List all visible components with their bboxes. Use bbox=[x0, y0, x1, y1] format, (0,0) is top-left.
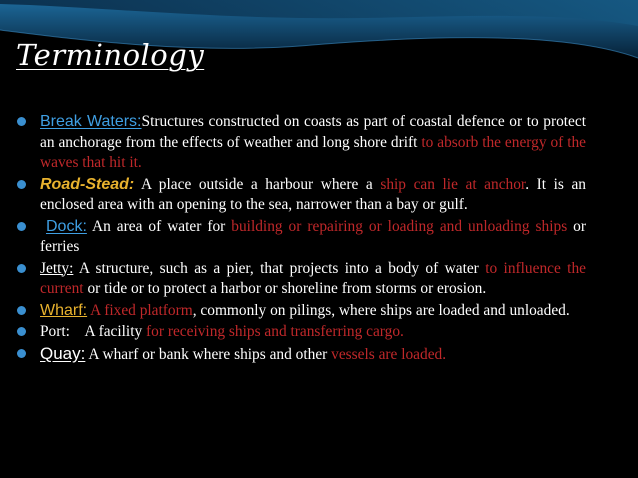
term-quay: Quay: bbox=[40, 343, 86, 363]
definition-text: Structures constructed on coasts as part of coastal defence or to protect an anchorage from the effects of weather and long shore drift bbox=[40, 113, 586, 151]
highlight-text: for receiving ships and transferring cargo. bbox=[146, 323, 404, 340]
list-item-quay bbox=[16, 344, 586, 366]
highlight-text: building or repairing or loading and unloading ships bbox=[231, 217, 568, 235]
list-item-wharf bbox=[16, 301, 586, 322]
bullet-icon bbox=[17, 180, 26, 189]
list-item-jetty bbox=[16, 259, 586, 300]
definition-text: A structure, such as a pier, that projects into a body of water bbox=[73, 259, 486, 277]
definition-text: A facility bbox=[69, 323, 147, 340]
term-port: Port: bbox=[40, 323, 70, 340]
highlight-text: ship can lie at anchor bbox=[380, 175, 526, 193]
list-item-dock bbox=[16, 217, 586, 258]
definition-text: A wharf or bank where ships and other bbox=[85, 345, 332, 363]
term-road-stead: Road-Stead: bbox=[40, 175, 135, 193]
highlight-text: to influence the current bbox=[40, 259, 586, 297]
term-jetty: Jetty: bbox=[40, 259, 74, 277]
page-title: Terminology bbox=[16, 38, 205, 72]
highlight-text: A fixed platform bbox=[90, 301, 193, 319]
bullet-icon bbox=[17, 117, 26, 126]
list-item-road-stead bbox=[16, 175, 586, 216]
definition-text: An area of water for bbox=[86, 217, 232, 235]
term-break-waters: Break Waters: bbox=[40, 113, 142, 130]
list-item-break-waters bbox=[16, 112, 586, 174]
definition-text: or tide or to protect a harbor or shoreline from storms or erosion. bbox=[83, 280, 487, 297]
highlight-text: to absorb the energy of the waves that hit it. bbox=[40, 133, 586, 171]
bullet-icon bbox=[17, 264, 26, 273]
bullet-icon bbox=[17, 349, 26, 358]
terminology-list bbox=[16, 112, 586, 366]
highlight-text: vessels are loaded. bbox=[331, 345, 447, 363]
definition-text: or ferries bbox=[40, 217, 586, 255]
bullet-icon bbox=[17, 222, 26, 231]
definition-text: , commonly on pilings, where ships are loaded and unloaded. bbox=[192, 301, 570, 319]
bullet-icon bbox=[17, 327, 26, 336]
list-item-port bbox=[16, 322, 586, 343]
term-wharf: Wharf: bbox=[40, 301, 88, 319]
definition-text: . It is an enclosed area with an opening to the sea, narrower than a bay or gulf. bbox=[40, 175, 586, 213]
term-dock: Dock: bbox=[45, 217, 87, 235]
definition-text: A place outside a harbour where a bbox=[134, 175, 381, 193]
bullet-icon bbox=[17, 306, 26, 315]
